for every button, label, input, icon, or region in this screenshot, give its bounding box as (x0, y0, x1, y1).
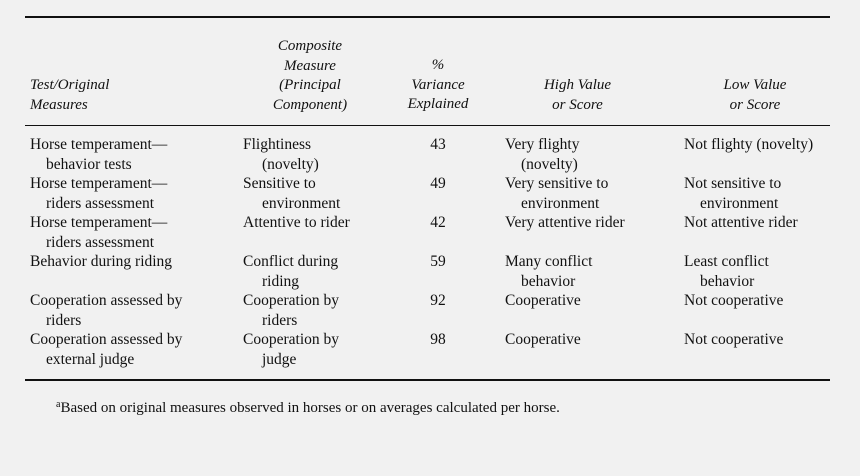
cell-low: Not flighty (novelty) (684, 136, 814, 153)
cell-low: Not attentive rider (684, 214, 798, 231)
cell-variance: 92 (430, 292, 446, 309)
table-row (0, 291, 860, 330)
header-high-value (500, 76, 655, 115)
header-high-line: or Score (552, 96, 603, 113)
header-composite-line: Measure (284, 57, 336, 74)
footnote-marker: a (56, 399, 61, 410)
footnote-text: Based on original measures observed in horses or on averages calculated per horse. (60, 400, 560, 416)
cell-composite: Cooperation by riders (243, 292, 339, 329)
cell-variance: 98 (430, 331, 446, 348)
table-row (0, 330, 860, 369)
header-low-value (680, 76, 830, 115)
header-low-line: Low Value (723, 77, 787, 93)
header-variance-line: Variance (411, 76, 465, 93)
cell-high: Cooperative (505, 331, 581, 348)
cell-high: Cooperative (505, 292, 581, 309)
table-bottom-rule (25, 379, 830, 381)
cell-test: Cooperation assessed by external judge (30, 331, 183, 368)
table-footnote (56, 395, 560, 418)
header-variance-line: Explained (407, 96, 469, 112)
cell-variance: 43 (430, 136, 446, 153)
table-header-rule (25, 125, 830, 126)
cell-low: Not cooperative (684, 292, 784, 309)
table-top-rule (25, 16, 830, 18)
cell-composite: Cooperation by judge (243, 331, 339, 368)
table-row (0, 135, 860, 174)
header-test-line: Test/Original (30, 77, 110, 93)
table-row (0, 252, 860, 291)
cell-variance: 42 (430, 214, 446, 231)
cell-low: Not cooperative (684, 331, 784, 348)
header-low-line: or Score (729, 96, 781, 113)
header-composite-line: (Principal (279, 77, 341, 93)
cell-variance: 59 (430, 253, 446, 270)
cell-high: Very flighty (novelty) (505, 136, 580, 173)
table-row (0, 213, 860, 252)
cell-test: Cooperation assessed by riders (30, 292, 183, 329)
header-composite-measure (240, 37, 380, 115)
cell-composite: Conflict during riding (243, 253, 339, 290)
header-composite-line: Composite (277, 38, 343, 54)
table-row (0, 174, 860, 213)
cell-variance: 49 (430, 175, 446, 192)
header-composite-line: Component) (272, 96, 348, 113)
cell-test: Behavior during riding (30, 253, 173, 270)
header-test-line: Measures (30, 96, 88, 113)
header-test-measures (30, 76, 230, 115)
cell-composite: Attentive to rider (243, 214, 350, 231)
cell-high: Many conflict behavior (505, 253, 593, 290)
cell-test: Horse temperament— behavior tests (30, 136, 168, 173)
cell-test: Horse temperament— riders assessment (30, 214, 168, 251)
cell-composite: Flightiness (novelty) (243, 136, 319, 173)
cell-high: Very sensitive to environment (505, 175, 609, 212)
header-variance-line: % (431, 57, 445, 73)
cell-low: Not sensitive to environment (684, 175, 782, 212)
cell-test: Horse temperament— riders assessment (30, 175, 168, 212)
cell-high: Very attentive rider (505, 214, 625, 231)
header-variance-explained (400, 56, 476, 115)
cell-composite: Sensitive to environment (243, 175, 341, 212)
header-high-line: High Value (543, 77, 612, 93)
cell-low: Least conflict behavior (684, 253, 769, 290)
